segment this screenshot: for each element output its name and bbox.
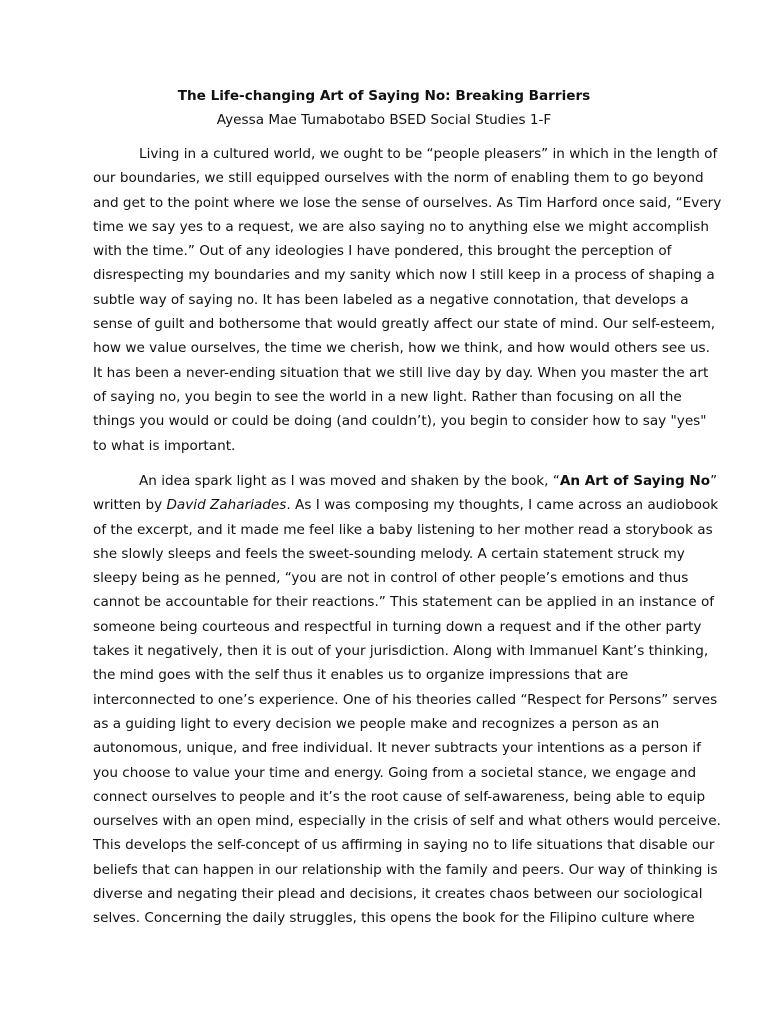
line-text: . As I was composing my thoughts, I came across an audiobook: [286, 497, 719, 514]
book-title: An Art of Saying No: [559, 473, 711, 489]
paragraph-line: takes it negatively, then it is out of your jurisdiction. Along with Immanuel Kant’s thinking,: [93, 643, 709, 660]
paragraph-line: connect ourselves to people and it’s the root cause of self-awareness, being able to equip: [93, 788, 706, 805]
paragraph-line: things you would or could be doing (and couldn’t), you begin to consider how to say "yes": [93, 413, 707, 430]
line-text: ”: [710, 473, 718, 489]
paragraph-line: It has been a never-ending situation that we still live day by day. When you master the art: [93, 364, 709, 381]
paragraph-2: [93, 469, 721, 931]
paragraph-line: subtle way of saying no. It has been labeled as a negative connotation, that develops a: [93, 291, 689, 308]
paragraph-line: cannot be accountable for their reactions.” This statement can be applied in an instance of: [93, 594, 715, 611]
paragraph-line: interconnected to one’s experience. One of his theories called “Respect for Persons” serves: [93, 691, 718, 708]
paragraph-line: beliefs that can happen in our relationship with the family and peers. Our way of thinking is: [93, 861, 718, 878]
paragraph-1: [93, 142, 722, 458]
line-text: An idea spark light as I was moved and shaken by the book, “: [139, 473, 560, 489]
paragraph-line: This develops the self-concept of us affirming in saying no to life situations that disable our: [93, 837, 715, 854]
line-text: written by: [93, 497, 167, 514]
paragraph-line: autonomous, unique, and free individual. It never subtracts your intentions as a person if: [93, 740, 701, 757]
paragraph-line: [93, 493, 719, 517]
paragraph-line: and get to the point where we lose the sense of ourselves. As Tim Harford once said, “Every: [93, 194, 722, 211]
paragraph-line: you choose to value your time and energy. Going from a societal stance, we engage and: [93, 764, 697, 781]
paragraph-line: with the time.” Out of any ideologies I have pondered, this brought the perception of: [93, 243, 672, 260]
document-title: The Life-changing Art of Saying No: Breaking Barriers: [177, 88, 591, 104]
paragraph-line: someone being courteous and respectful in turning down a request and if the other party: [93, 618, 702, 635]
paragraph-line: of saying no, you begin to see the world in a new light. Rather than focusing on all the: [93, 388, 682, 405]
paragraph-line: disrespecting my boundaries and my sanity which now I still keep in a process of shaping a: [93, 267, 715, 284]
paragraph-line: she slowly sleeps and feels the sweet-sounding melody. A certain statement struck my: [93, 545, 685, 562]
paragraph-line: Living in a cultured world, we ought to be “people pleasers” in which in the length of: [139, 146, 718, 162]
paragraph-line: selves. Concerning the daily struggles, this opens the book for the Filipino culture where: [93, 910, 695, 927]
paragraph-line: how we value ourselves, the time we cherish, how we think, and how would others see us.: [93, 340, 710, 357]
paragraph-line: sleepy being as he penned, “you are not in control of other people’s emotions and thus: [93, 570, 689, 587]
paragraph-line: to what is important.: [93, 437, 236, 454]
book-author: David Zahariades: [166, 497, 287, 514]
paragraph-line: the mind goes with the self thus it enables us to organize impressions that are: [93, 667, 629, 684]
author-line: Ayessa Mae Tumabotabo BSED Social Studies 1-F: [216, 112, 552, 128]
paragraph-line: sense of guilt and bothersome that would greatly affect our state of mind. Our self-esteem,: [93, 316, 716, 333]
paragraph-line: [93, 469, 718, 493]
paragraph-line: as a guiding light to every decision we people make and recognizes a person as an: [93, 715, 660, 732]
paragraph-line: time we say yes to a request, we are also saying no to anything else we might accomplish: [93, 218, 709, 235]
paragraph-line: our boundaries, we still equipped ourselves with the norm of enabling them to go beyond: [93, 170, 704, 187]
paragraph-line: of the excerpt, and it made me feel like a baby listening to her mother read a storybook as: [93, 521, 713, 538]
paragraph-line: diverse and negating their plead and decisions, it creates chaos between our sociological: [93, 886, 703, 903]
paragraph-line: ourselves with an open mind, especially in the crisis of self and what others would perceive.: [93, 813, 721, 830]
